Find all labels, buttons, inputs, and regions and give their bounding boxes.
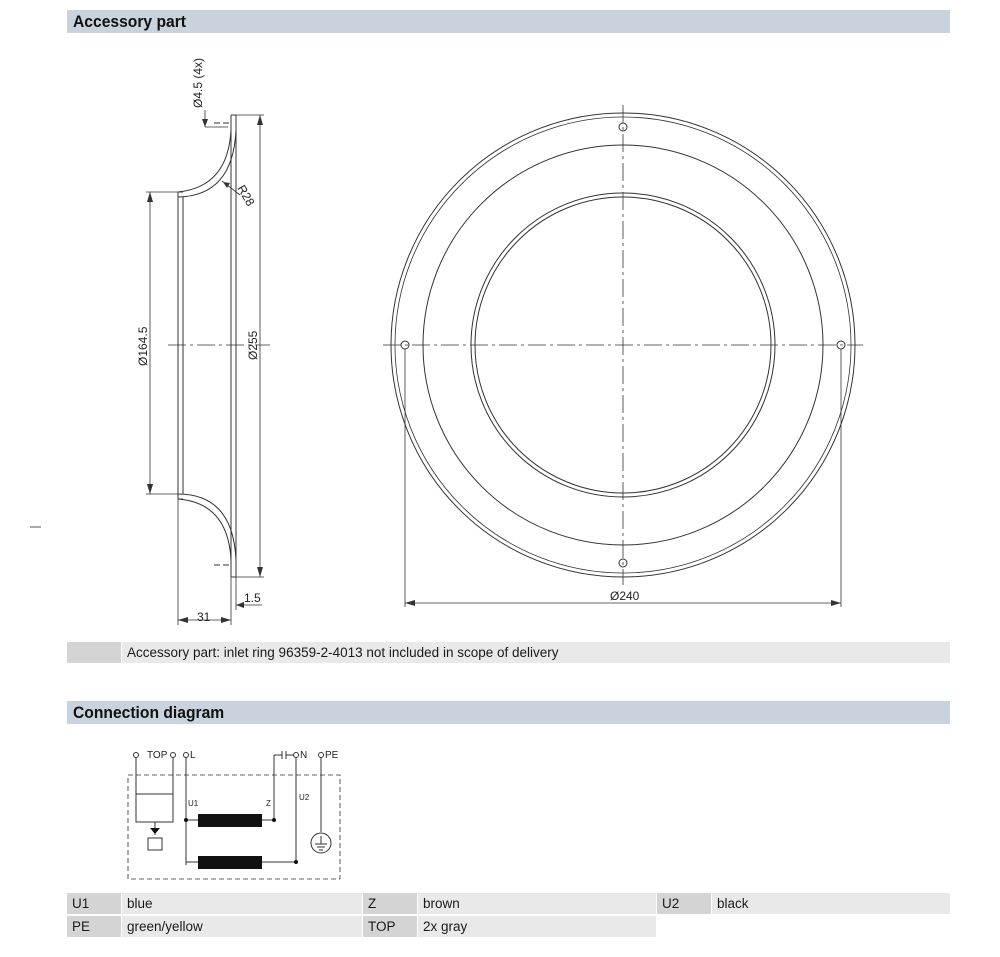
winding-z-label: Z [266,799,271,808]
legend-key: TOP [363,916,417,937]
dim-inner-diameter-label: Ø164.5 [136,326,150,366]
legend-value: green/yellow [122,916,362,937]
section-title-connection: Connection diagram [73,703,225,722]
dim-hole [205,110,228,127]
section-title-accessory: Accessory part [73,12,187,31]
legend-key: U2 [657,893,711,914]
legend-key: PE [67,916,121,937]
legend-value: black [712,893,950,914]
terminal-top-label: TOP [147,750,168,761]
dim-hole-circle-label: Ø240 [610,589,640,603]
legend-key: U1 [67,893,121,914]
legend-value: blue [122,893,362,914]
front-view [383,105,863,607]
accessory-note-row [67,642,950,663]
dim-depth [178,499,262,625]
note-text: Accessory part: inlet ring 96359-2-4013 not included in scope of delivery [122,642,950,663]
terminal-pe-label: PE [325,750,339,761]
dim-depth-label: 31 [197,610,211,624]
section-header-connection [67,701,950,724]
winding-u2-label: U2 [299,793,310,802]
legend-value: brown [418,893,656,914]
legend-value: 2x gray [418,916,656,937]
dim-radius-label: R28 [234,182,258,209]
dim-outer-diameter-label: Ø255 [246,330,260,360]
dim-hole-label: Ø4.5 (4x) [191,57,205,108]
dim-thickness-label: 1.5 [244,591,261,605]
dim-inner-diameter [146,192,178,494]
note-key-cell [67,642,121,663]
connection-diagram [120,740,360,885]
terminal-l-label: L [190,750,196,761]
terminal-n-label: N [300,750,308,761]
legend-key: Z [363,893,417,914]
winding-u1-label: U1 [188,799,199,808]
